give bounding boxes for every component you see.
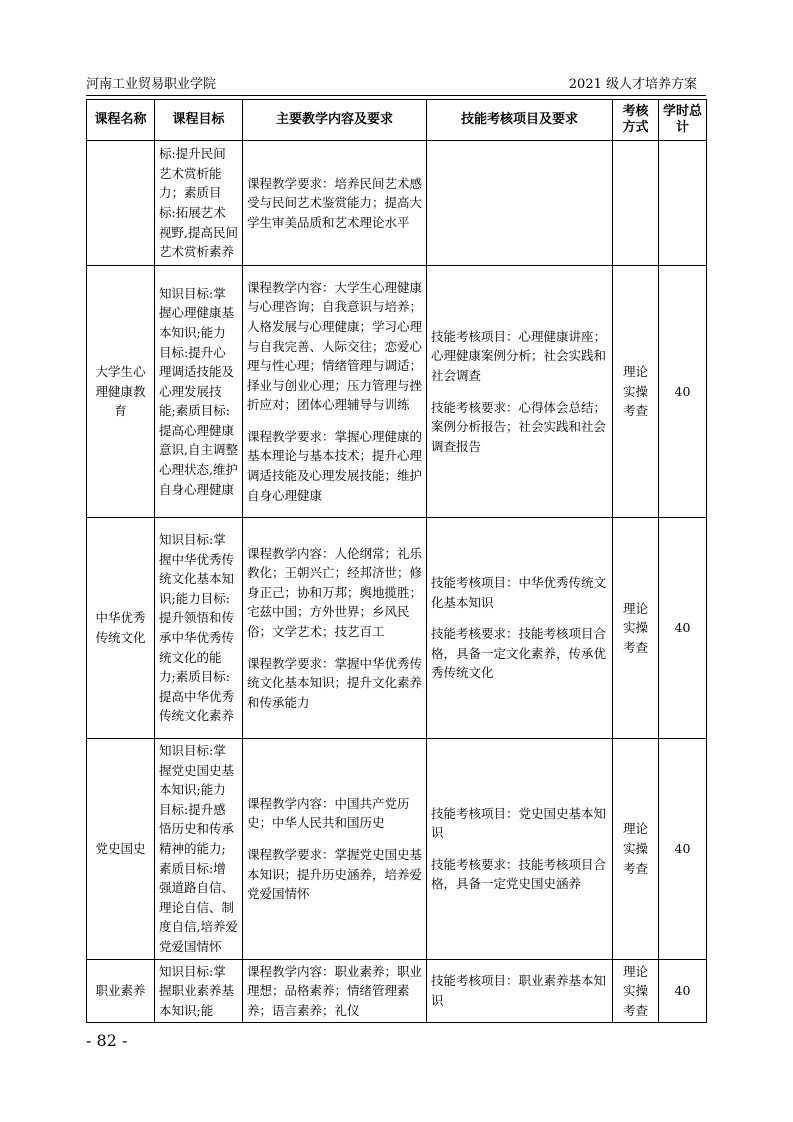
plan-title: 2021 级人才培养方案 bbox=[568, 77, 697, 92]
total-hours-cell: 40 bbox=[659, 266, 707, 518]
teaching-content-cell bbox=[243, 739, 427, 960]
teaching-requirement-text: 课程教学要求：掌握党史国史基本知识；提升历史涵养，培养爱党爱国情怀 bbox=[247, 846, 423, 902]
header-teaching-content: 主要教学内容及要求 bbox=[243, 100, 427, 141]
course-name-cell: 中华优秀传统文化 bbox=[87, 518, 155, 739]
assessment-method-cell: 理论实操考查 bbox=[613, 266, 659, 518]
institution-name: 河南工业贸易职业学院 bbox=[86, 77, 217, 92]
course-name-cell: 党史国史 bbox=[87, 739, 155, 960]
table-header-row bbox=[87, 100, 707, 141]
total-hours-cell: 40 bbox=[659, 739, 707, 960]
teaching-requirement-text: 课程教学要求：掌握中华优秀传统文化基本知识；提升文化素养和传承能力 bbox=[247, 655, 423, 710]
skill-assessment-cell bbox=[427, 518, 613, 739]
course-goal-cell: 知识目标:掌握中华优秀传统文化基本知识;能力目标:提升领悟和传承中华优秀传统文化的能力;素质目标:提高中华优秀传统文化素养 bbox=[155, 518, 243, 739]
skill-assessment-cell bbox=[427, 959, 613, 1023]
skill-requirement-text: 技能考核要求：技能考核项目合格，具备一定文化素养，传承优秀传统文化 bbox=[431, 626, 607, 681]
total-hours-cell: 40 bbox=[659, 518, 707, 739]
skill-assessment-cell bbox=[427, 141, 613, 266]
header-course-name: 课程名称 bbox=[87, 100, 155, 141]
course-goal-cell: 知识目标:掌握职业素养基本知识;能 bbox=[155, 959, 243, 1023]
assessment-method-cell: 理论实操考查 bbox=[613, 518, 659, 739]
skill-assessment-cell bbox=[427, 739, 613, 960]
skill-item-text: 技能考核项目：职业素养基本知识 bbox=[431, 973, 607, 1008]
table-row bbox=[87, 141, 707, 266]
header-assessment-method: 考核方式 bbox=[613, 100, 659, 141]
teaching-content-text: 课程教学内容：大学生心理健康与心理咨询；自我意识与培养；人格发展与心理健康；学习心理与自我完善、人际交往；恋爱心理与性心理；情绪管理与调适；择业与创业心理；压力管理与挫折应对；团体心理辅导与训练 bbox=[247, 279, 423, 413]
teaching-content-text: 课程教学内容：中国共产党历史；中华人民共和国历史 bbox=[247, 795, 410, 831]
course-name-cell: 职业素养 bbox=[87, 959, 155, 1023]
course-goal-cell: 知识目标:掌握心理健康基本知识;能力目标:提升心理调适技能及心理发展技能;素质目标:提高心理健康意识,自主调整心理状态,维护自身心理健康 bbox=[155, 266, 243, 518]
skill-requirement-text: 技能考核要求：技能考核项目合格，具备一定党史国史涵养 bbox=[431, 856, 607, 892]
page-number: - 82 - bbox=[86, 1031, 128, 1050]
course-name-cell: 大学生心理健康教育 bbox=[87, 266, 155, 518]
skill-item-text: 技能考核项目：党史国史基本知识 bbox=[431, 805, 607, 841]
teaching-requirement-text: 课程教学要求：培养民间艺术感受与民间艺术鉴赏能力；提高大学生审美品质和艺术理论水平 bbox=[247, 175, 423, 230]
skill-item-text: 技能考核项目：心理健康讲座；心理健康案例分析；社会实践和社会调查 bbox=[431, 328, 607, 383]
header-divider bbox=[86, 95, 706, 96]
table-row bbox=[87, 959, 707, 1023]
skill-assessment-cell bbox=[427, 266, 613, 518]
skill-item-text: 技能考核项目：中华优秀传统文化基本知识 bbox=[431, 575, 607, 610]
assessment-method-cell: 理论实操考查 bbox=[613, 739, 659, 960]
assessment-method-cell bbox=[613, 141, 659, 266]
total-hours-cell: 40 bbox=[659, 959, 707, 1023]
teaching-content-text: 课程教学内容：职业素养；职业理想；品格素养；情绪管理素养；语言素养；礼仪 bbox=[247, 963, 423, 1018]
teaching-content-cell bbox=[243, 518, 427, 739]
teaching-content-cell bbox=[243, 959, 427, 1023]
teaching-content-text: 课程教学内容：人伦纲常；礼乐教化；王朝兴亡；经邦济世；修身正己；协和万邦；舆地揽胜；宅兹中国；方外世界；乡风民俗；文学艺术；技艺百工 bbox=[247, 545, 423, 639]
table-row bbox=[87, 266, 707, 518]
teaching-content-cell bbox=[243, 141, 427, 266]
course-name-cell bbox=[87, 141, 155, 266]
course-goal-cell: 标:提升民间艺术赏析能力；素质目标:拓展艺术视野,提高民间艺术赏析素养 bbox=[155, 141, 243, 266]
teaching-requirement-text: 课程教学要求：掌握心理健康的基本理论与基本技术；提升心理调适技能及心理发展技能；维护自身心理健康 bbox=[247, 428, 423, 503]
total-hours-cell bbox=[659, 141, 707, 266]
skill-requirement-text: 技能考核要求：心得体会总结；案例分析报告；社会实践和社会调查报告 bbox=[431, 399, 607, 454]
course-goal-cell: 知识目标:掌握党史国史基本知识;能力目标:提升感悟历史和传承精神的能力;素质目标:增强道路自信、理论自信、制度自信,培养爱党爱国情怀 bbox=[155, 739, 243, 960]
table-row bbox=[87, 518, 707, 739]
table-row bbox=[87, 739, 707, 960]
course-table bbox=[86, 99, 707, 1023]
header-skill-assessment: 技能考核项目及要求 bbox=[427, 100, 613, 141]
teaching-content-cell bbox=[243, 266, 427, 518]
header-course-goal: 课程目标 bbox=[155, 100, 243, 141]
header-total-hours: 学时总计 bbox=[659, 100, 707, 141]
assessment-method-cell: 理论实操考查 bbox=[613, 959, 659, 1023]
